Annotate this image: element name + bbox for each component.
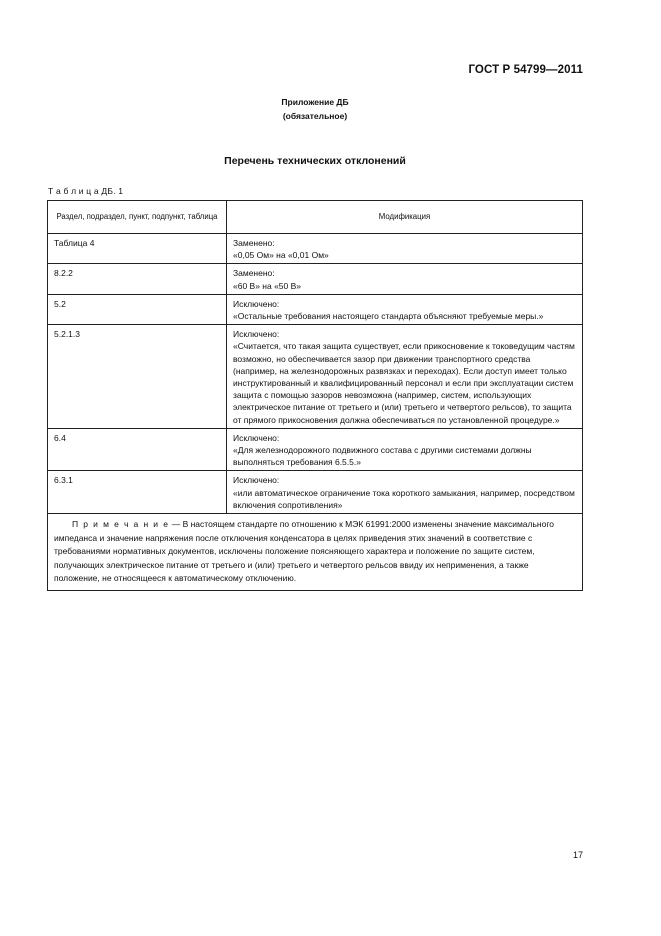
row-section: 6.3.1: [48, 471, 227, 514]
row-section: Таблица 4: [48, 234, 227, 264]
page-number: 17: [572, 850, 583, 860]
table-row: [48, 471, 583, 514]
row-modification: [227, 264, 583, 294]
row-modification: [227, 294, 583, 324]
table-row: [48, 428, 583, 471]
modification-text: «или автоматическое ограничение тока короткого замыкания, например, посредством включения сопротивления»: [233, 487, 575, 510]
modification-type: Заменено:: [233, 268, 275, 279]
row-section: 8.2.2: [48, 264, 227, 294]
row-modification: [227, 428, 583, 471]
table-header-row: [48, 201, 583, 234]
table-row: [48, 234, 583, 264]
appendix-status: (обязательное): [282, 111, 348, 121]
row-section: 5.2.1.3: [48, 325, 227, 429]
modification-text: «0,05 Ом» на «0,01 Ом»: [233, 250, 329, 261]
standard-code: ГОСТ Р 54799—2011: [468, 64, 583, 76]
header-modification: Модификация: [227, 201, 583, 234]
appendix-title: Приложение ДБ: [281, 97, 349, 107]
modification-type: Исключено:: [233, 475, 280, 486]
row-modification: [227, 234, 583, 264]
header-section: Раздел, подраздел, пункт, подпункт, таблица: [48, 201, 227, 234]
table-row: [48, 325, 583, 429]
modification-type: Заменено:: [233, 238, 275, 248]
table-row: [48, 294, 583, 324]
modification-type: Исключено:: [233, 298, 280, 309]
table-label: Т а б л и ц а ДБ. 1: [48, 186, 124, 196]
row-section: 5.2: [48, 294, 227, 324]
table-note: [48, 514, 583, 591]
row-section: 6.4: [48, 428, 227, 471]
modification-text: «Остальные требования настоящего стандарта объясняют требуемые меры.»: [233, 311, 544, 322]
row-modification: [227, 471, 583, 514]
row-modification: [227, 325, 583, 429]
modification-text: «Считается, что такая защита существует, если прикосновение к токоведущим частям возможно, но обеспечивается зазор при движении транспортного средства (например, на железнодорожных развязках и переходах). Если доступ имеет только инструктированный и квалифицированный персонал и если при эксплуатации систем защита с помощью зазоров невозможна (например, систем, использующих электрическое питание от третьего и (или) третьего и четвертого рельсов), то защита от прямого прикосновения должна обеспечиваться по установленной процедуре.»: [233, 341, 575, 425]
modification-type: Исключено:: [233, 329, 280, 340]
modification-type: Исключено:: [233, 432, 280, 443]
modification-text: «60 В» на «50 В»: [233, 280, 302, 291]
document-title: Перечень технических отклонений: [224, 155, 406, 167]
deviations-table: [47, 200, 583, 591]
table-note-row: [48, 514, 583, 591]
appendix-heading: [0, 95, 630, 123]
note-label: П р и м е ч а н и е: [72, 519, 170, 530]
modification-text: «Для железнодорожного подвижного состава с другими системами должны выполняться требования 6.5.5.»: [233, 445, 532, 468]
table-row: [48, 264, 583, 294]
note-text: — В настоящем стандарте по отношению к МЭК 61991:2000 изменены значение максимального импеданса и значение напряжения после отключения конденсатора в целях приведения этих значений в соответствие с требованиями нормативных документов, исключены положение поясняющего характера и положение по защите систем, получающих электрическое питание от третьего и (или) третьего и четвертого рельсов ввиду их неприменения, а также положение, не относящееся к автоматическому отключению.: [54, 519, 554, 584]
